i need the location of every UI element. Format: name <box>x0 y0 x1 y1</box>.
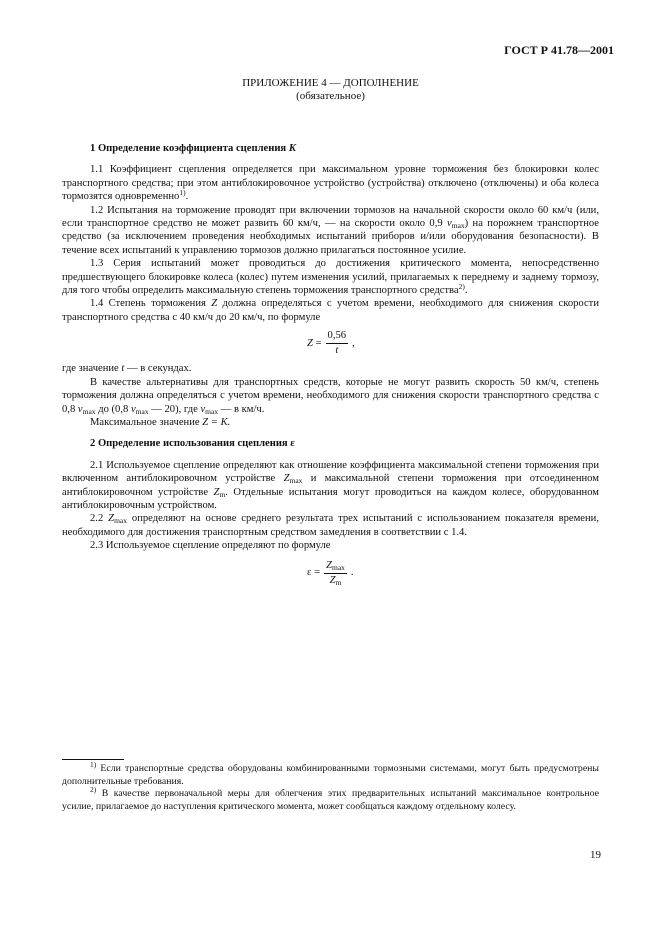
appendix-title <box>0 77 661 103</box>
paragraph-1-2: 1.2 Испытания на торможение проводят при включении тормозов на начальной скорости около 60 км/ч (или, если транспортное средство не может развить 60 км/ч, — на скорости около 0,9 $v_{max}$) на порожнем транспортное средство (за исключением проведения необходимых испытаний приборов и/или оборудования безопасности). В течение всех испытаний к управлению тормозов должно прилагаться постоянное усилие. <box>62 204 600 256</box>
formula-z: Z = $\frac{0,56}{t}$ , <box>307 330 355 357</box>
paragraph-2-2: 2.2 $Z_{max}$ определяют на основе среднего результата трех испытаний с использованием показателя времени, необходимого для достижения транспортным средством замедления в соответствии с 1.4. <box>62 513 599 538</box>
max-value-line: Максимальное значение Z = K. <box>90 416 231 428</box>
formula-epsilon-fraction: $\frac{Z_{max}}{Z_m}$ <box>326 559 345 587</box>
main-content <box>62 142 599 594</box>
page-number: 19 <box>590 849 601 861</box>
document-header: ГОСТ Р 41.78—2001 <box>504 43 614 57</box>
where-clause: где значение t — в секундах. <box>62 363 192 375</box>
paragraph-2-1: 2.1 Используемое сцепление определяют как отношение коэффициента максимальной степени торможения при включенном антиблокировочном устройстве $Z_{max}$ и максимальной степени торможения при отсоединенном антиблокировочном устройстве $Z_m$. Отдельные испытания могут проводиться на каждом колесе, оборудованном антиблокировочным устройством. <box>62 459 600 511</box>
appendix-title-sub: (обязательное) <box>296 90 365 102</box>
footnote-2: $^{2)}$ В качестве первоначальной меры для облегчения этих предварительных испытаний максимальное контрольное усилие, прилагаемое до наступления критического момента, может сообщаться каждому отдельному колесу. <box>62 785 599 812</box>
formula-epsilon: ε = $\frac{Z_{max}}{Z_m}$ . <box>307 559 354 587</box>
footnote-1: $^{1)}$ Если транспортные средства оборудованы комбинированными тормозными системами, могут быть предусмотрены дополнительные требования. <box>62 760 599 787</box>
paragraph-1-1: 1.1 Коэффициент сцепления определяется при максимальном уровне торможения без блокировки колес транспортного средства; при этом антиблокировочное устройство (устройства) отключено (отключены) и оба колеса тормозятся одновременно$^{1)}$. <box>62 164 599 203</box>
section-2-heading: 2 Определение использования сцепления ε <box>90 438 295 450</box>
section-1-heading: 1 Определение коэффициента сцепления K <box>90 143 296 154</box>
paragraph-2-3: 2.3 Используемое сцепление определяют по формуле <box>90 540 331 552</box>
footnotes <box>62 760 599 813</box>
appendix-title-main: ПРИЛОЖЕНИЕ 4 — ДОПОЛНЕНИЕ <box>242 77 419 89</box>
paragraph-1-3: 1.3 Серия испытаний может проводиться до достижения критического момента, непосредственно предшествующего блокировке колеса (колес) путем изменения усилий, прилагаемых к переднему и заднему тормозу, для того чтобы определить максимальную степень торможения транспортного средства$^{2)}$. <box>62 258 599 297</box>
paragraph-alternative: В качестве альтернативы для транспортных средств, которые не могут развить скорость 50 км/ч, степень торможения должна определяться с учетом времени, необходимого для снижения скорости транспортного средства с 0,8 $v_{max}$ до (0,8 $v_{max}$ — 20), где $v_{max}$ — в км/ч. <box>62 376 599 416</box>
paragraph-1-4: 1.4 Степень торможения Z должна определяться с учетом времени, необходимого для снижения скорости транспортного средства с 40 км/ч до 20 км/ч, по формуле <box>62 298 599 323</box>
formula-z-fraction: $\frac{0,56}{t}$ <box>327 330 347 357</box>
